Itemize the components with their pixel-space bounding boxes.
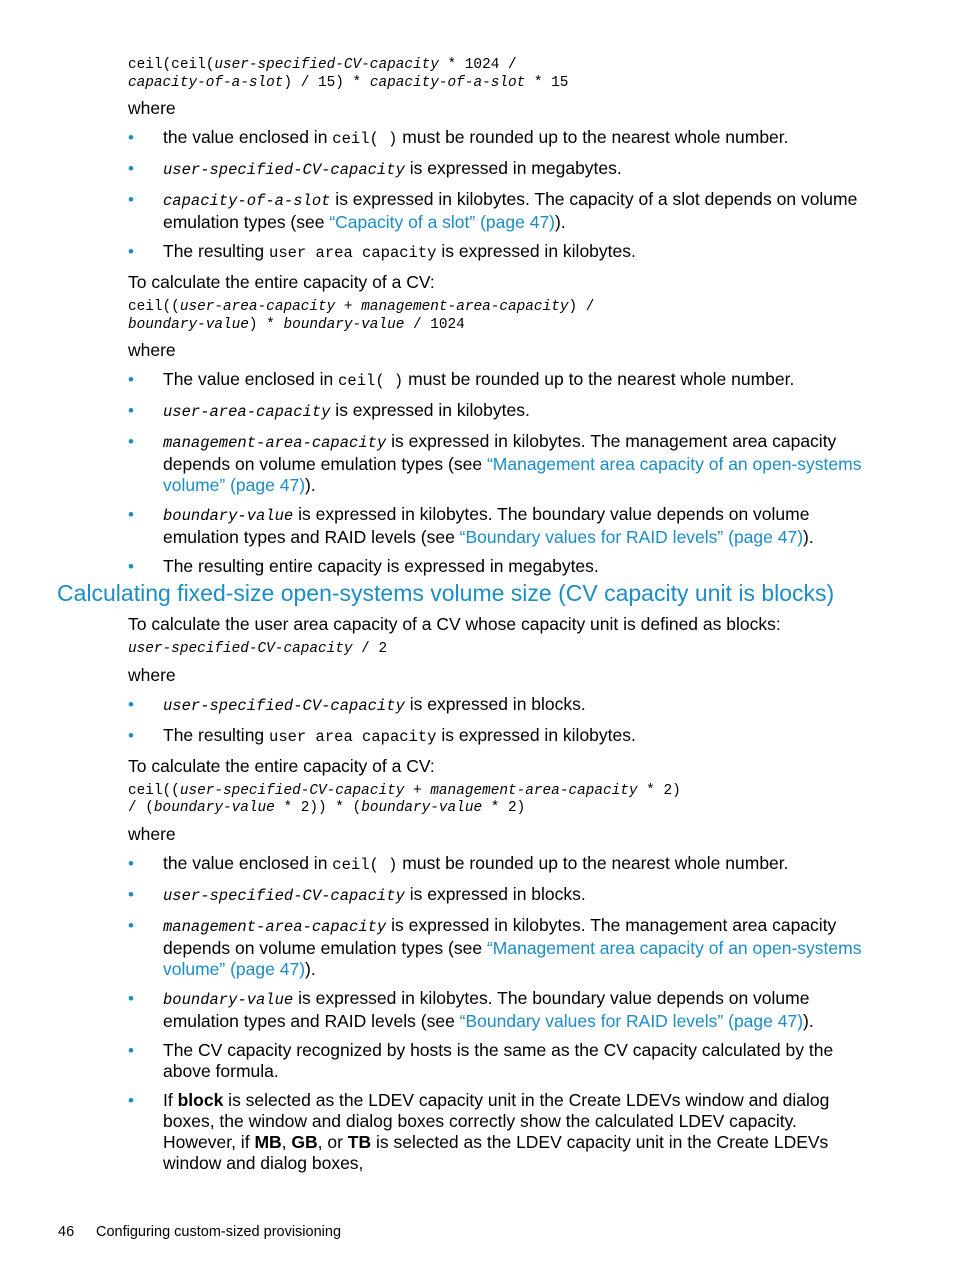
bullet-icon: •: [128, 128, 134, 147]
bullet-icon: •: [128, 401, 134, 420]
link-management-area-capacity[interactable]: “Management area capacity of an open-systems volume” (page 47): [163, 937, 862, 979]
bullet-list-1: [128, 127, 870, 264]
bullet-icon: •: [128, 370, 134, 389]
bullet-list-2: [128, 369, 870, 577]
list-item: • boundary-value is expressed in kilobytes. The boundary value depends on volume emulation types and RAID levels (see “Boundary values for RAID levels” (page 47)).: [128, 987, 814, 1031]
bullet-icon: •: [128, 884, 134, 904]
link-boundary-values[interactable]: “Boundary values for RAID levels” (page 47): [459, 1010, 804, 1031]
formula-user-area-capacity-mb: ceil(ceil(user-specified-CV-capacity * 1024 / capacity-of-a-slot) / 15) * capacity-of-a-slot * 15: [128, 57, 569, 91]
where-label: where: [128, 823, 176, 844]
bullet-icon: •: [128, 159, 134, 178]
list-item: • management-area-capacity is expressed in kilobytes. The management area capacity depends on volume emulation types (see “Management area capacity of an open-systems volume” (page 47)).: [128, 431, 862, 495]
calc-entire-capacity-label: To calculate the entire capacity of a CV:: [128, 272, 435, 292]
formula-user-area-capacity-blocks: user-specified-CV-capacity / 2: [128, 641, 388, 657]
bullet-icon: •: [128, 915, 134, 935]
list-item: • capacity-of-a-slot is expressed in kilobytes. The capacity of a slot depends on volume emulation types (see “Capacity of a slot” (page 47)).: [128, 189, 858, 232]
bullet-icon: •: [128, 432, 134, 451]
page-number: 46: [58, 1224, 75, 1240]
bullet-list-3: [128, 694, 870, 748]
page-footer: [58, 1222, 341, 1242]
list-item: • The value enclosed in ceil( ) must be rounded up to the nearest whole number.: [128, 369, 795, 390]
bullet-icon: •: [128, 1040, 134, 1060]
section-2-body: [128, 614, 870, 1174]
bullet-icon: •: [128, 557, 134, 576]
where-label: where: [128, 98, 176, 118]
bullet-icon: •: [128, 694, 134, 714]
list-item: • The resulting entire capacity is expressed in megabytes.: [128, 556, 599, 576]
where-label: where: [128, 664, 176, 685]
list-item: • The resulting user area capacity is expressed in kilobytes.: [128, 724, 636, 746]
link-boundary-values[interactable]: “Boundary values for RAID levels” (page 47): [459, 527, 804, 547]
section-1-body: [128, 57, 870, 577]
bullet-icon: •: [128, 853, 134, 873]
formula-entire-capacity-blocks: ceil((user-specified-CV-capacity + management-area-capacity * 2) / (boundary-value * 2)) * (boundary-value * 2): [128, 782, 681, 816]
bullet-icon: •: [128, 190, 134, 209]
list-item: • boundary-value is expressed in kilobytes. The boundary value depends on volume emulation types and RAID levels (see “Boundary values for RAID levels” (page 47)).: [128, 504, 814, 547]
list-item: • If block is selected as the LDEV capacity unit in the Create LDEVs window and dialog boxes, the window and dialog boxes correctly show the calculated LDEV capacity. However, if MB, GB, or TB is selected as the LDEV capacity unit in the Create LDEVs window and dialog boxes,: [128, 1089, 830, 1173]
bullet-icon: •: [128, 505, 134, 524]
where-label: where: [128, 340, 176, 360]
list-item: • user-area-capacity is expressed in kilobytes.: [128, 400, 530, 421]
list-item: • The CV capacity recognized by hosts is the same as the CV capacity calculated by the above formula.: [128, 1039, 834, 1081]
list-item: • user-specified-CV-capacity is expressed in blocks.: [128, 883, 586, 905]
link-management-area-capacity[interactable]: “Management area capacity of an open-systems volume” (page 47): [163, 454, 862, 495]
list-item: • The resulting user area capacity is expressed in kilobytes.: [128, 241, 636, 262]
formula-entire-capacity-mb: ceil((user-area-capacity + management-area-capacity) / boundary-value) * boundary-value / 1024: [128, 299, 595, 333]
bullet-list-4: [128, 853, 870, 1174]
list-item: • the value enclosed in ceil( ) must be rounded up to the nearest whole number.: [128, 127, 789, 148]
bullet-icon: •: [128, 242, 134, 261]
list-item: • user-specified-CV-capacity is expressed in blocks.: [128, 693, 586, 715]
section-heading: Calculating fixed-size open-systems volume size (CV capacity unit is blocks): [57, 580, 835, 606]
list-item: • user-specified-CV-capacity is expressed in megabytes.: [128, 158, 622, 179]
bullet-icon: •: [128, 1090, 134, 1110]
bullet-icon: •: [128, 725, 134, 745]
list-item: • management-area-capacity is expressed in kilobytes. The management area capacity depends on volume emulation types (see “Management area capacity of an open-systems volume” (page 47)).: [128, 914, 862, 979]
calc-entire-capacity-label: To calculate the entire capacity of a CV:: [128, 755, 435, 776]
link-capacity-of-a-slot[interactable]: “Capacity of a slot” (page 47): [329, 212, 556, 232]
bullet-icon: •: [128, 988, 134, 1008]
footer-title: Configuring custom-sized provisioning: [96, 1224, 342, 1240]
intro-text: To calculate the user area capacity of a CV whose capacity unit is defined as blocks:: [128, 614, 781, 634]
list-item: • the value enclosed in ceil( ) must be rounded up to the nearest whole number.: [128, 852, 789, 874]
